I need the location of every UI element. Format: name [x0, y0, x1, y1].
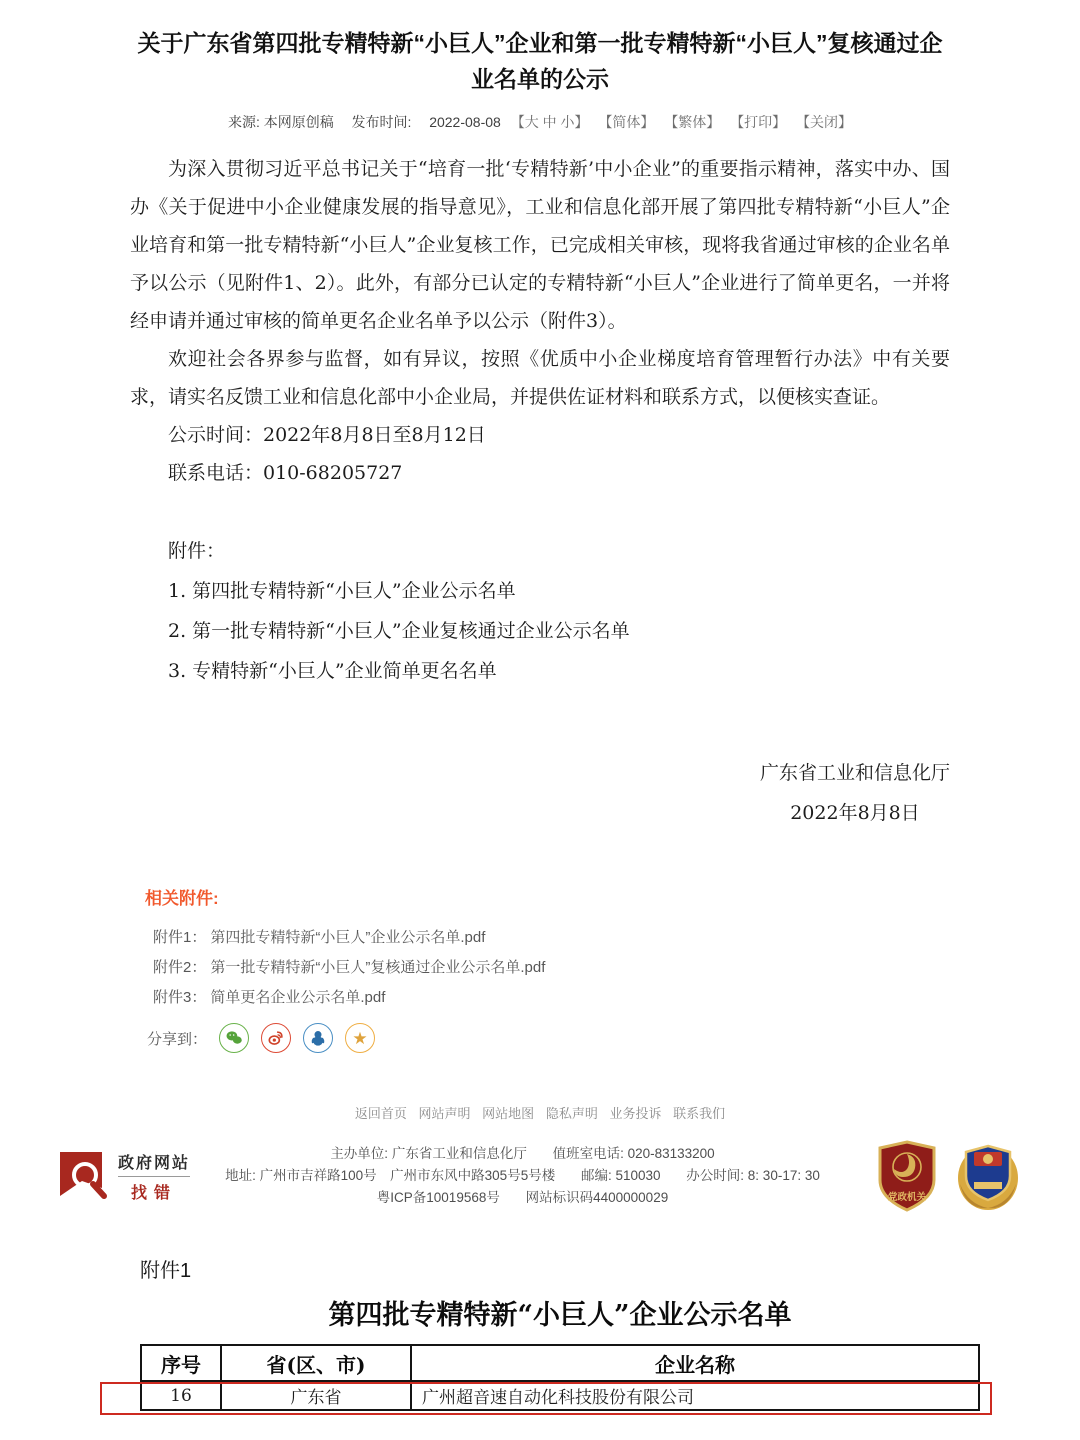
- footer-address-line: [208, 1165, 837, 1187]
- qzone-star-icon[interactable]: [345, 1023, 375, 1053]
- related-file-link-2[interactable]: [153, 953, 1080, 983]
- font-size-control[interactable]: 【大 中 小】: [510, 114, 589, 131]
- footer-icp-line: [208, 1187, 837, 1209]
- print-control[interactable]: 【打印】: [730, 114, 787, 131]
- footer-host-line: [208, 1143, 837, 1165]
- related-file-link-3[interactable]: [153, 983, 1080, 1013]
- header-company: 企业名称: [411, 1345, 979, 1381]
- cell-province: 广东省: [221, 1381, 411, 1410]
- cell-company: 广州超音速自动化科技股份有限公司: [411, 1381, 979, 1410]
- publicity-period: 公示时间：2022年8月8日至8月12日: [168, 424, 486, 447]
- cell-serial: 16: [141, 1381, 221, 1410]
- weibo-icon[interactable]: [261, 1023, 291, 1053]
- company-list-table: [140, 1344, 980, 1411]
- attachment-item-2: 2. 第一批专精特新“小巨人”企业复核通过企业公示名单: [168, 620, 630, 643]
- footer-nav-complaint[interactable]: 业务投诉: [609, 1106, 662, 1122]
- related-file-link-1[interactable]: [153, 923, 1080, 953]
- file-name: 第一批专精特新“小巨人”复核通过企业公示名单.pdf: [210, 959, 546, 977]
- article-meta: [130, 112, 950, 132]
- footer-nav-privacy[interactable]: 隐私声明: [545, 1106, 598, 1122]
- gov-site-error-report-logo[interactable]: [58, 1148, 208, 1204]
- signature-block: [130, 754, 950, 832]
- share-label: 分享到：: [147, 1030, 208, 1048]
- address: 地址: 广州市吉祥路100号 广州市东风中路305号5号楼: [225, 1168, 556, 1184]
- badge-label: 党政机关: [887, 1192, 927, 1204]
- magnifier-flag-icon: [58, 1148, 110, 1204]
- footer-nav-sitemap[interactable]: 网站地图: [482, 1106, 535, 1122]
- site-code: 网站标识码4400000029: [525, 1190, 669, 1206]
- attachment1-document: [0, 1254, 1080, 1411]
- related-attachments-section: [145, 884, 1080, 1053]
- signature-date: 2022年8月8日: [790, 802, 920, 825]
- article-body: [130, 150, 950, 832]
- party-government-badge-icon: [876, 1140, 938, 1212]
- footer-badges: [837, 1140, 1022, 1212]
- gov-logo-bottom-text: 找错: [131, 1184, 178, 1202]
- footer-nav-contact[interactable]: 联系我们: [673, 1106, 726, 1122]
- source-label: 来源:: [227, 114, 260, 131]
- traditional-control[interactable]: 【繁体】: [664, 114, 721, 131]
- file-label: 附件1：: [153, 929, 207, 947]
- file-name: 第四批专精特新“小巨人”企业公示名单.pdf: [210, 929, 486, 947]
- related-attachments-heading: 相关附件:: [145, 889, 219, 909]
- table-row: [141, 1381, 979, 1410]
- attachment-item-1: 1. 第四批专精特新“小巨人”企业公示名单: [168, 580, 516, 603]
- postcode: 邮编: 510030: [580, 1168, 661, 1184]
- office-hours: 办公时间: 8: 30-17: 30: [686, 1168, 820, 1184]
- pubdate-label: 发布时间:: [351, 114, 412, 131]
- close-control[interactable]: 【关闭】: [796, 114, 853, 131]
- paragraph-2: 欢迎社会各界参与监督，如有异议，按照《优质中小企业梯度培育管理暂行办法》中有关要求，请实名反馈工业和信息化部中小企业局，并提供佐证材料和联系方式，以便核实查证。: [130, 348, 950, 409]
- footer-nav: [0, 1103, 1080, 1122]
- contact-phone: 联系电话：010-68205727: [168, 462, 403, 485]
- police-emblem-badge-icon: [954, 1140, 1022, 1212]
- table-header-row: [141, 1345, 979, 1381]
- footer-nav-home[interactable]: 返回首页: [354, 1106, 407, 1122]
- file-name: 简单更名企业公示名单.pdf: [210, 989, 386, 1007]
- file-label: 附件2：: [153, 959, 207, 977]
- signature-org: 广东省工业和信息化厅: [759, 762, 950, 785]
- pubdate-value: 2022-08-08: [429, 114, 501, 131]
- simplified-control[interactable]: 【简体】: [598, 114, 655, 131]
- star-glyph: ★: [352, 1028, 368, 1048]
- attachment-list-label: 附件：: [168, 540, 226, 563]
- attachment1-label: 附件1: [140, 1260, 192, 1283]
- footer-info: [208, 1143, 837, 1209]
- announcement-article: [130, 0, 950, 832]
- site-footer: [0, 1103, 1080, 1212]
- source-value: 本网原创稿: [263, 114, 334, 131]
- qq-icon[interactable]: [303, 1023, 333, 1053]
- share-row: [147, 1023, 1080, 1053]
- attachment-item-3: 3. 专精特新“小巨人”企业简单更名名单: [168, 660, 497, 683]
- file-label: 附件3：: [153, 989, 207, 1007]
- host-org: 主办单位: 广东省工业和信息化厅: [330, 1146, 527, 1162]
- paragraph-1: 为深入贯彻习近平总书记关于“培育一批‘专精特新’中小企业”的重要指示精神，落实中办、国办《关于促进中小企业健康发展的指导意见》，工业和信息化部开展了第四批专精特新“小巨人”企业培育和第一批专精特新“小巨人”企业复核工作，已完成相关审核，现将我省通过审核的企业名单予以公示（见附件1、2）。此外，有部分已认定的专精特新“小巨人”企业进行了简单更名，一并将经申请并通过审核的简单更名企业名单予以公示（附件3）。: [130, 158, 950, 333]
- wechat-icon[interactable]: [219, 1023, 249, 1053]
- header-province: 省(区、市): [221, 1345, 411, 1381]
- header-serial: 序号: [141, 1345, 221, 1381]
- page-title: 关于广东省第四批专精特新“小巨人”企业和第一批专精特新“小巨人”复核通过企业名单的公示: [137, 30, 943, 92]
- icp-number: 粤ICP备10019568号: [376, 1190, 500, 1206]
- footer-nav-statement[interactable]: 网站声明: [418, 1106, 471, 1122]
- gov-logo-top-text: 政府网站: [118, 1150, 190, 1177]
- attachment1-table-title: 第四批专精特新“小巨人”企业公示名单: [328, 1300, 792, 1332]
- attachment-list: [130, 532, 950, 690]
- duty-phone: 值班室电话: 020-83133200: [552, 1146, 715, 1162]
